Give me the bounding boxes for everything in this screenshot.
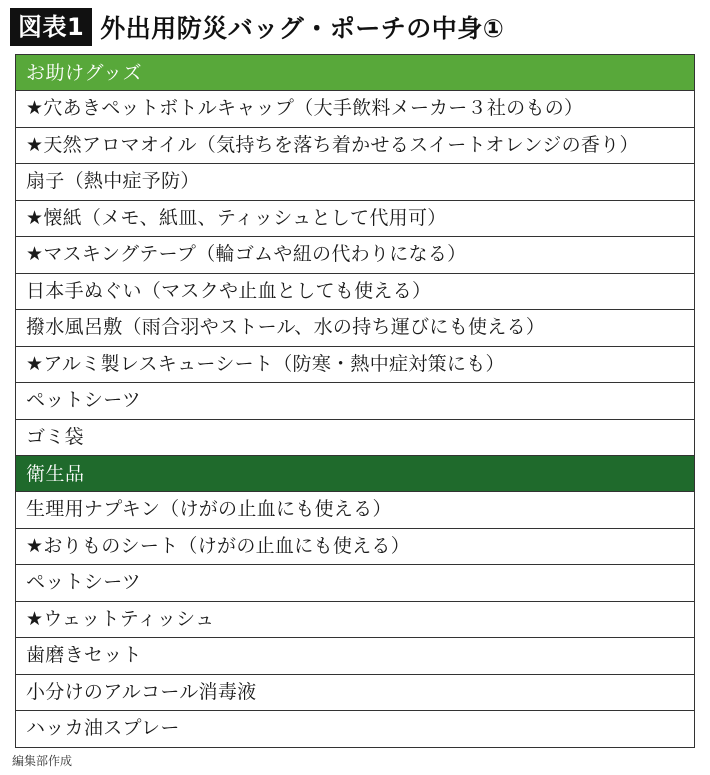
table-row: 小分けのアルコール消毒液 [16,674,694,711]
figure-number-badge: 図表1 [10,8,92,46]
section-header-hygiene: 衛生品 [16,455,694,491]
table-row: ペットシーツ [16,564,694,601]
table-row: ★懐紙（メモ、紙皿、ティッシュとして代用可） [16,200,694,237]
table-row: ★マスキングテープ（輪ゴムや紐の代わりになる） [16,236,694,273]
figure-title [10,8,504,46]
table-row: 生理用ナプキン（けがの止血にも使える） [16,491,694,528]
table-row: ★天然アロマオイル（気持ちを落ち着かせるスイートオレンジの香り） [16,127,694,164]
table-row: ★アルミ製レスキューシート（防寒・熱中症対策にも） [16,346,694,383]
table-row: 歯磨きセット [16,637,694,674]
source-note: 編集部作成 [12,754,73,768]
table-row: ハッカ油スプレー [16,710,694,747]
table-row: ペットシーツ [16,382,694,419]
table-row: 扇子（熱中症予防） [16,163,694,200]
section-header-help-goods: お助けグッズ [16,54,694,90]
table-row: ★ウェットティッシュ [16,601,694,638]
table-row: ★おりものシート（けがの止血にも使える） [16,528,694,565]
table-row: ゴミ袋 [16,419,694,456]
items-table [15,54,695,748]
table-row: 日本手ぬぐい（マスクや止血としても使える） [16,273,694,310]
table-row: ★穴あきペットボトルキャップ（大手飲料メーカー３社のもの） [16,90,694,127]
table-row: 撥水風呂敷（雨合羽やストール、水の持ち運びにも使える） [16,309,694,346]
figure-title-text: 外出用防災バッグ・ポーチの中身① [100,14,505,43]
